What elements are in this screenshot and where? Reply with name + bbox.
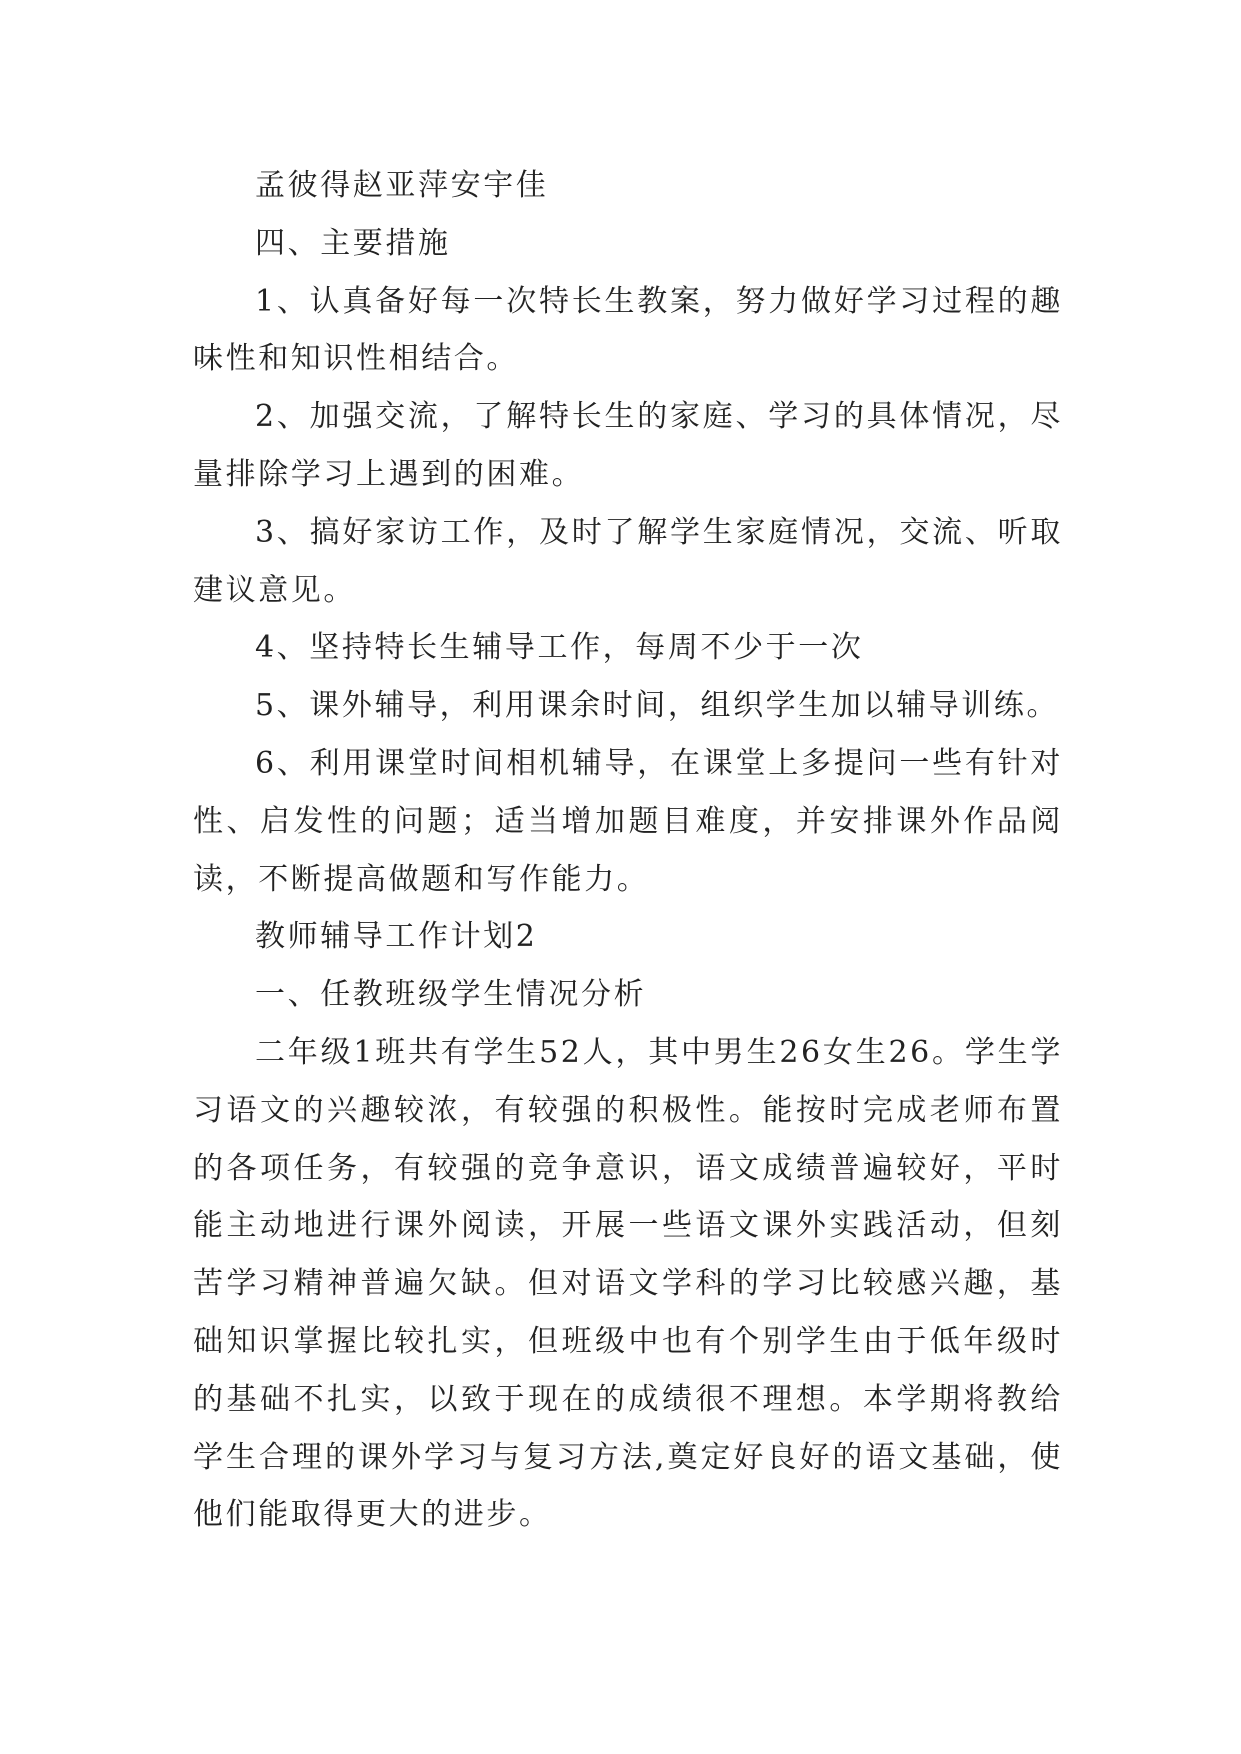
heading-class-analysis: 一、任教班级学生情况分析 [255, 977, 647, 1013]
paragraph-measure-1: 1、认真备好每一次特长生教案，努力做好学习过程的趣味性和知识性相结合。 [193, 283, 1063, 377]
paragraph-measure-6: 6、利用课堂时间相机辅导，在课堂上多提问一些有针对性、启发性的问题；适当增加题目难度，并安排课外作品阅读，不断提高做题和写作能力。 [193, 745, 1063, 897]
heading-plan-2: 教师辅导工作计划2 [255, 919, 538, 955]
paragraph-measure-4: 4、坚持特长生辅导工作，每周不少于一次 [255, 630, 864, 666]
paragraph-measure-5: 5、课外辅导，利用课余时间，组织学生加以辅导训练。 [255, 688, 1060, 724]
paragraph-measure-3: 3、搞好家访工作，及时了解学生家庭情况，交流、听取建议意见。 [193, 514, 1063, 608]
paragraph-names: 孟彼得赵亚萍安宇佳 [255, 168, 549, 203]
paragraph-measure-2: 2、加强交流，了解特长生的家庭、学习的具体情况，尽量排除学习上遇到的困难。 [193, 399, 1063, 492]
paragraph-class-analysis: 二年级1班共有学生52人，其中男生26女生26。学生学习语文的兴趣较浓，有较强的积极性。能按时完成老师布置的各项任务，有较强的竞争意识，语文成绩普遍较好，平时能主动地进行课外阅读，开展一些语文课外实践活动，但刻苦学习精神普遍欠缺。但对语文学科的学习比较感兴趣，基础知识掌握比较扎实，但班级中也有个别学生由于低年级时的基础不扎实，以致于现在的成绩很不理想。本学期将教给学生合理的课外学习与复习方法,奠定好良好的语文基础，使他们能取得更大的进步。 [193, 1034, 1063, 1533]
document-body [193, 157, 1063, 1544]
heading-main-measures: 四、主要措施 [255, 225, 451, 261]
